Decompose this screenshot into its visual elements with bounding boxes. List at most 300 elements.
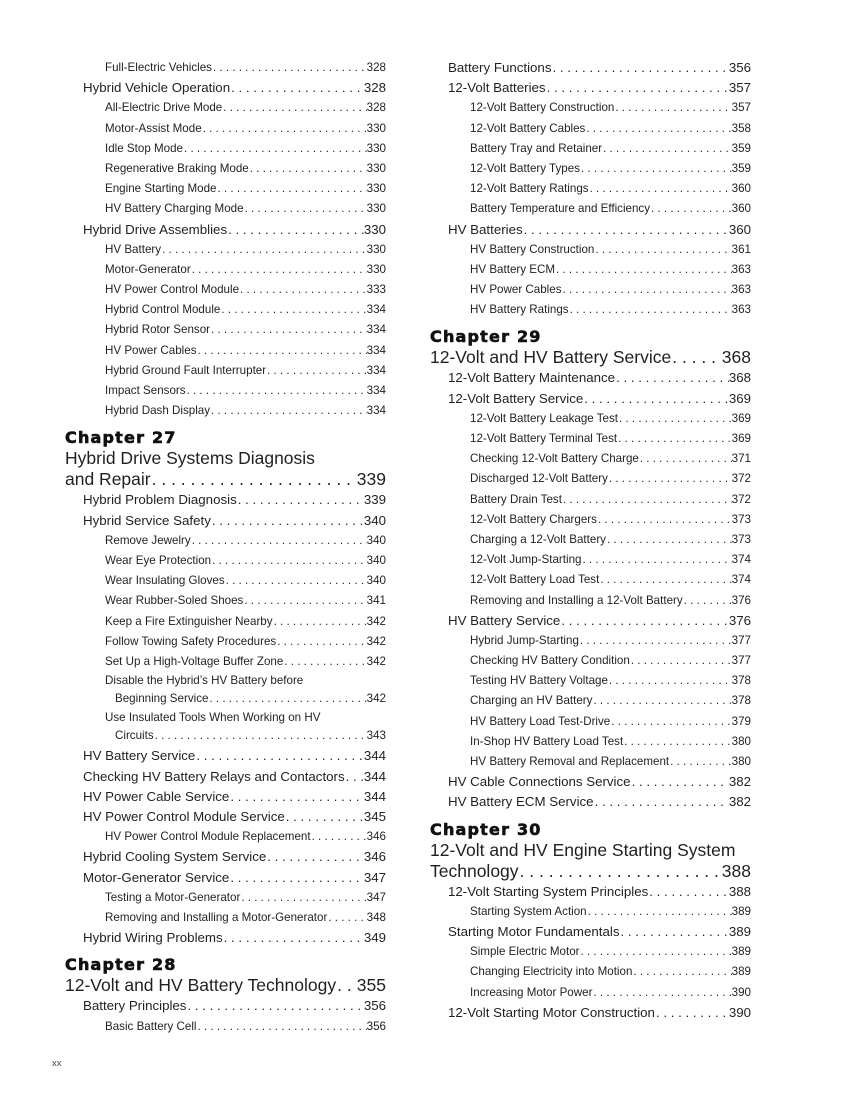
dot-leader bbox=[240, 888, 366, 908]
entry-title: 12-Volt Battery Terminal Test bbox=[470, 432, 618, 445]
entry-page: 342 bbox=[366, 614, 386, 628]
dot-leader bbox=[249, 159, 367, 179]
entry-title: HV Battery Construction bbox=[470, 242, 595, 256]
entry-page: 330 bbox=[366, 182, 386, 196]
toc-subsection-entry[interactable] bbox=[65, 199, 386, 219]
entry-title: HV Battery Ratings bbox=[470, 303, 569, 317]
entry-page: 330 bbox=[366, 121, 386, 135]
dot-leader bbox=[594, 240, 731, 260]
toc-subsection-entry[interactable] bbox=[430, 429, 751, 449]
chapter-title-line[interactable]: Hybrid Drive Systems Diagnosis bbox=[65, 448, 315, 469]
toc-subsection-entry[interactable] bbox=[65, 401, 386, 421]
entry-title: All-Electric Drive Mode bbox=[105, 101, 223, 115]
dot-leader bbox=[230, 78, 364, 98]
dot-leader bbox=[606, 530, 732, 550]
dot-leader bbox=[669, 752, 732, 772]
entry-title: Increasing Motor Power bbox=[470, 985, 593, 999]
toc-section-entry[interactable] bbox=[430, 882, 751, 902]
toc-subsection-entry[interactable] bbox=[430, 651, 751, 671]
entry-page: 368 bbox=[728, 370, 751, 386]
dot-leader bbox=[608, 671, 732, 691]
toc-section-entry[interactable] bbox=[65, 78, 386, 98]
toc-section-entry[interactable] bbox=[430, 389, 751, 409]
dot-leader bbox=[266, 847, 364, 867]
entry-page: 330 bbox=[363, 221, 386, 237]
dot-leader bbox=[630, 651, 732, 671]
toc-subsection-entry[interactable] bbox=[430, 179, 751, 199]
entry-page: 356 bbox=[366, 1019, 386, 1033]
entry-title: HV Batteries bbox=[448, 221, 523, 237]
dot-leader bbox=[569, 300, 732, 320]
entry-title: Hybrid Rotor Sensor bbox=[105, 323, 211, 337]
entry-title: 12-Volt Battery Types bbox=[470, 161, 580, 175]
dot-leader bbox=[583, 389, 729, 409]
page-number: xx bbox=[52, 1058, 62, 1069]
toc-right-column bbox=[430, 58, 751, 1023]
entry-page: 346 bbox=[366, 830, 386, 844]
entry-page: 361 bbox=[731, 242, 751, 256]
toc-subsection-entry[interactable] bbox=[430, 260, 751, 280]
dot-leader bbox=[336, 975, 357, 996]
dot-leader bbox=[599, 570, 731, 590]
dot-leader bbox=[208, 689, 366, 709]
toc-section-entry[interactable] bbox=[430, 220, 751, 240]
entry-title: Hybrid Problem Diagnosis bbox=[83, 492, 237, 508]
entry-page: 390 bbox=[731, 985, 751, 999]
toc-subsection-entry[interactable] bbox=[65, 381, 386, 401]
toc-section-entry[interactable] bbox=[65, 220, 386, 240]
entry-title: 12-Volt Battery Leakage Test bbox=[470, 411, 619, 425]
toc-subsection-entry[interactable] bbox=[430, 631, 751, 651]
toc-subsection-entry[interactable] bbox=[65, 159, 386, 179]
toc-subsection-entry[interactable] bbox=[430, 300, 751, 320]
toc-section-entry[interactable] bbox=[65, 928, 386, 948]
entry-title: Impact Sensors bbox=[105, 384, 186, 397]
dot-leader bbox=[154, 726, 367, 746]
toc-section-entry[interactable] bbox=[430, 78, 751, 98]
dot-leader bbox=[197, 341, 367, 361]
entry-page: 330 bbox=[366, 161, 386, 175]
chapter-title-row[interactable] bbox=[65, 469, 386, 490]
entry-title: HV Battery bbox=[105, 242, 162, 256]
toc-subsection-entry[interactable] bbox=[65, 139, 386, 159]
entry-page: 334 bbox=[366, 404, 386, 418]
toc-subsection-entry[interactable] bbox=[430, 449, 751, 469]
entry-page: 334 bbox=[366, 323, 386, 337]
dot-leader bbox=[519, 861, 722, 882]
dot-leader bbox=[618, 409, 732, 429]
toc-section-entry[interactable] bbox=[430, 792, 751, 812]
toc-subsection-entry[interactable] bbox=[430, 942, 751, 962]
toc-subsection-entry[interactable] bbox=[430, 570, 751, 590]
entry-page: 334 bbox=[366, 363, 386, 377]
dot-leader bbox=[283, 652, 366, 672]
entry-page: 380 bbox=[731, 734, 751, 748]
dot-leader bbox=[650, 199, 732, 219]
dot-leader bbox=[327, 908, 366, 928]
entry-title: HV Battery Service bbox=[83, 748, 196, 764]
dot-leader bbox=[186, 381, 367, 401]
dot-leader bbox=[639, 449, 732, 469]
dot-leader bbox=[579, 631, 732, 651]
entry-title: Wear Rubber-Soled Shoes bbox=[105, 594, 244, 608]
entry-page: 376 bbox=[731, 593, 751, 607]
entry-title: 12-Volt Battery Cables bbox=[470, 121, 586, 135]
toc-subsection-entry[interactable] bbox=[65, 320, 386, 340]
toc-subsection-entry[interactable] bbox=[65, 551, 386, 571]
dot-leader bbox=[237, 490, 364, 510]
toc-subsection-entry[interactable] bbox=[65, 888, 386, 908]
dot-leader bbox=[223, 928, 364, 948]
entry-page: 346 bbox=[363, 849, 386, 865]
dot-leader bbox=[551, 58, 728, 78]
toc-subsection-entry[interactable] bbox=[65, 1017, 386, 1037]
toc-subsection-entry[interactable] bbox=[430, 550, 751, 570]
chapter-title-row[interactable] bbox=[65, 975, 386, 996]
entry-page: 363 bbox=[731, 303, 751, 317]
entry-page: 339 bbox=[356, 469, 386, 490]
dot-leader bbox=[210, 320, 367, 340]
toc-subsection-entry[interactable] bbox=[65, 726, 386, 746]
entry-title: HV Battery Load Test-Drive bbox=[470, 714, 611, 728]
toc-section-entry[interactable] bbox=[65, 996, 386, 1016]
toc-entry-first-line[interactable]: Disable the Hybrid’s HV Battery before bbox=[105, 674, 304, 688]
entry-page: 330 bbox=[366, 141, 386, 155]
toc-subsection-entry[interactable] bbox=[430, 159, 751, 179]
toc-section-entry[interactable] bbox=[65, 511, 386, 531]
toc-section-entry[interactable] bbox=[65, 847, 386, 867]
toc-subsection-entry[interactable] bbox=[430, 691, 751, 711]
entry-title: 12-Volt Battery Ratings bbox=[470, 182, 589, 196]
dot-leader bbox=[229, 868, 363, 888]
entry-title: Hybrid Control Module bbox=[105, 303, 221, 317]
dot-leader bbox=[632, 962, 731, 982]
entry-title: HV Battery Removal and Replacement bbox=[470, 755, 670, 768]
entry-title: Checking HV Battery Relays and Contactors bbox=[83, 768, 345, 784]
toc-subsection-entry[interactable] bbox=[65, 179, 386, 199]
toc-subsection-entry[interactable] bbox=[65, 612, 386, 632]
entry-page: 372 bbox=[731, 492, 751, 506]
entry-title: Hybrid Jump-Starting bbox=[470, 633, 579, 647]
entry-title: Testing HV Battery Voltage bbox=[470, 674, 608, 688]
entry-page: 344 bbox=[363, 748, 386, 764]
entry-page: 341 bbox=[366, 594, 386, 608]
entry-title: Charging an HV Battery bbox=[470, 694, 593, 708]
entry-page: 378 bbox=[731, 694, 751, 708]
entry-page: 382 bbox=[728, 774, 751, 790]
entry-title: Battery Tray and Retainer bbox=[470, 141, 603, 155]
entry-page: 348 bbox=[366, 910, 386, 924]
entry-page: 340 bbox=[363, 512, 386, 528]
chapter-entry bbox=[430, 327, 751, 368]
entry-title: Engine Starting Mode bbox=[105, 182, 217, 196]
toc-subsection-entry[interactable] bbox=[430, 591, 751, 611]
toc-subsection-entry[interactable] bbox=[430, 469, 751, 489]
toc-subsection-entry[interactable] bbox=[65, 827, 386, 847]
entry-title: 12-Volt Starting System Principles bbox=[448, 883, 649, 899]
toc-subsection-entry[interactable] bbox=[65, 652, 386, 672]
dot-leader bbox=[191, 531, 367, 551]
entry-page: 382 bbox=[728, 794, 751, 810]
toc-section-entry[interactable] bbox=[65, 807, 386, 827]
entry-page: 371 bbox=[731, 452, 751, 466]
entry-title: 12-Volt and HV Battery Service bbox=[430, 347, 672, 368]
toc-subsection-entry[interactable] bbox=[65, 280, 386, 300]
entry-title: 12-Volt Battery Chargers bbox=[470, 512, 597, 526]
entry-page: 390 bbox=[728, 1004, 751, 1020]
toc-subsection-entry[interactable] bbox=[65, 689, 386, 709]
entry-page: 333 bbox=[366, 283, 386, 297]
entry-title: HV Cable Connections Service bbox=[448, 774, 631, 790]
dot-leader bbox=[589, 179, 732, 199]
toc-subsection-entry[interactable] bbox=[430, 510, 751, 530]
entry-page: 369 bbox=[731, 432, 751, 445]
toc-section-entry[interactable] bbox=[65, 746, 386, 766]
toc-subsection-entry[interactable] bbox=[65, 908, 386, 928]
entry-page: 330 bbox=[366, 202, 386, 216]
entry-page: 340 bbox=[366, 574, 386, 588]
entry-page: 339 bbox=[363, 492, 386, 508]
entry-page: 334 bbox=[366, 343, 386, 357]
toc-subsection-entry[interactable] bbox=[65, 58, 386, 78]
entry-page: 363 bbox=[731, 262, 751, 276]
chapter-title-row[interactable] bbox=[430, 861, 751, 882]
toc-section-entry[interactable] bbox=[430, 1003, 751, 1023]
toc-subsection-entry[interactable] bbox=[430, 409, 751, 429]
dot-leader bbox=[648, 882, 729, 902]
toc-section-entry[interactable] bbox=[430, 368, 751, 388]
entry-page: 355 bbox=[356, 975, 386, 996]
entry-page: 369 bbox=[728, 390, 751, 406]
entry-page: 340 bbox=[366, 533, 386, 547]
entry-title: Motor-Generator Service bbox=[83, 869, 230, 885]
entry-title: Starting System Action bbox=[470, 904, 587, 918]
toc-subsection-entry[interactable] bbox=[65, 361, 386, 381]
toc-section-entry[interactable] bbox=[430, 611, 751, 631]
entry-title: Full-Electric Vehicles bbox=[105, 61, 212, 74]
entry-title: and Repair bbox=[65, 469, 151, 490]
entry-title: Idle Stop Mode bbox=[105, 141, 183, 155]
entry-title: Hybrid Vehicle Operation bbox=[83, 80, 231, 96]
entry-page: 347 bbox=[366, 890, 386, 904]
chapter-title-line[interactable]: 12-Volt and HV Engine Starting System bbox=[430, 839, 736, 860]
dot-leader bbox=[655, 1003, 729, 1023]
dot-leader bbox=[244, 199, 367, 219]
toc-subsection-entry[interactable] bbox=[65, 300, 386, 320]
entry-title: Wear Eye Protection bbox=[105, 553, 212, 567]
entry-page: 357 bbox=[728, 80, 751, 96]
entry-page: 374 bbox=[731, 553, 751, 567]
dot-leader bbox=[617, 429, 732, 449]
entry-title: HV Battery ECM bbox=[470, 262, 556, 276]
entry-title: HV Power Control Module bbox=[105, 283, 240, 297]
entry-page: 340 bbox=[366, 553, 386, 567]
toc-subsection-entry[interactable] bbox=[430, 530, 751, 550]
toc-subsection-entry[interactable] bbox=[65, 260, 386, 280]
entry-title: Checking HV Battery Condition bbox=[470, 654, 630, 668]
entry-title: 12-Volt Starting Motor Construction bbox=[448, 1004, 655, 1020]
entry-title: Changing Electricity into Motion bbox=[470, 965, 633, 979]
dot-leader bbox=[562, 280, 732, 300]
entry-page: 358 bbox=[731, 121, 751, 135]
chapter-title-row[interactable] bbox=[430, 347, 751, 368]
toc-section-entry[interactable] bbox=[430, 58, 751, 78]
dot-leader bbox=[212, 58, 367, 78]
entry-title: Hybrid Drive Assemblies bbox=[83, 221, 228, 237]
dot-leader bbox=[597, 510, 732, 530]
entry-page: 389 bbox=[731, 945, 751, 959]
toc-subsection-entry[interactable] bbox=[65, 240, 386, 260]
entry-page: 342 bbox=[366, 634, 386, 648]
entry-title: Hybrid Wiring Problems bbox=[83, 930, 223, 946]
dot-leader bbox=[555, 260, 732, 280]
dot-leader bbox=[225, 571, 367, 591]
dot-leader bbox=[243, 591, 366, 611]
toc-subsection-entry[interactable] bbox=[65, 531, 386, 551]
entry-page: 334 bbox=[366, 384, 386, 397]
dot-leader bbox=[195, 746, 363, 766]
entry-title: 12-Volt Battery Construction bbox=[470, 101, 615, 115]
entry-page: 349 bbox=[363, 930, 386, 946]
dot-leader bbox=[197, 1017, 367, 1037]
dot-leader bbox=[285, 807, 364, 827]
toc-subsection-entry[interactable] bbox=[65, 98, 386, 118]
toc-subsection-entry[interactable] bbox=[430, 240, 751, 260]
toc-subsection-entry[interactable] bbox=[430, 983, 751, 1003]
entry-page: 344 bbox=[363, 788, 386, 804]
entry-page: 380 bbox=[731, 755, 751, 768]
toc-subsection-entry[interactable] bbox=[430, 199, 751, 219]
entry-page: 343 bbox=[366, 729, 386, 743]
dot-leader bbox=[546, 78, 729, 98]
entry-title: Basic Battery Cell bbox=[105, 1019, 197, 1033]
toc-left-column bbox=[65, 58, 386, 1037]
toc-section-entry[interactable] bbox=[65, 868, 386, 888]
entry-title: Set Up a High-Voltage Buffer Zone bbox=[105, 654, 284, 668]
dot-leader bbox=[631, 772, 729, 792]
entry-page: 363 bbox=[731, 283, 751, 297]
entry-page: 347 bbox=[363, 869, 386, 885]
entry-title: Testing a Motor-Generator bbox=[105, 890, 241, 904]
entry-title: Discharged 12-Volt Battery bbox=[470, 472, 608, 486]
toc-subsection-entry[interactable] bbox=[430, 732, 751, 752]
chapter-label: Chapter 30 bbox=[430, 819, 542, 839]
entry-page: 330 bbox=[366, 262, 386, 276]
entry-title: HV Battery ECM Service bbox=[448, 794, 594, 810]
toc-subsection-entry[interactable] bbox=[430, 671, 751, 691]
entry-title: Hybrid Cooling System Service bbox=[83, 849, 267, 865]
toc-entry-first-line[interactable]: Use Insulated Tools When Working on HV bbox=[105, 711, 321, 725]
toc-subsection-entry[interactable] bbox=[430, 280, 751, 300]
toc-subsection-entry[interactable] bbox=[430, 490, 751, 510]
toc-subsection-entry[interactable] bbox=[430, 962, 751, 982]
dot-leader bbox=[614, 98, 731, 118]
dot-leader bbox=[239, 280, 367, 300]
toc-subsection-entry[interactable] bbox=[430, 752, 751, 772]
toc-section-entry[interactable] bbox=[430, 772, 751, 792]
toc-subsection-entry[interactable] bbox=[430, 712, 751, 732]
dot-leader bbox=[276, 632, 366, 652]
entry-page: 356 bbox=[728, 60, 751, 75]
dot-leader bbox=[610, 712, 731, 732]
entry-title: Battery Functions bbox=[448, 60, 552, 75]
toc-section-entry[interactable] bbox=[65, 490, 386, 510]
entry-title: Hybrid Dash Display bbox=[105, 404, 211, 418]
dot-leader bbox=[608, 469, 732, 489]
toc-subsection-entry[interactable] bbox=[430, 98, 751, 118]
entry-title: 12-Volt Jump-Starting bbox=[470, 553, 582, 567]
dot-leader bbox=[345, 767, 364, 787]
entry-page: 388 bbox=[721, 860, 751, 881]
entry-page: 373 bbox=[731, 512, 751, 526]
entry-title: HV Power Control Module Replacement bbox=[105, 830, 311, 844]
entry-page: 377 bbox=[731, 654, 751, 668]
entry-title: Circuits bbox=[115, 729, 154, 743]
toc-section-entry[interactable] bbox=[430, 922, 751, 942]
dot-leader bbox=[202, 119, 367, 139]
toc-subsection-entry[interactable] bbox=[65, 571, 386, 591]
entry-title: 12-Volt Battery Load Test bbox=[470, 573, 600, 587]
entry-title: Follow Towing Safety Procedures bbox=[105, 634, 277, 648]
entry-title: 12-Volt and HV Battery Technology bbox=[65, 975, 337, 996]
entry-page: 342 bbox=[366, 692, 386, 706]
entry-page: 360 bbox=[731, 182, 751, 196]
entry-page: 359 bbox=[731, 141, 751, 155]
entry-page: 377 bbox=[731, 633, 751, 647]
toc-subsection-entry[interactable] bbox=[65, 119, 386, 139]
entry-page: 344 bbox=[363, 768, 386, 784]
dot-leader bbox=[222, 98, 366, 118]
entry-page: 368 bbox=[721, 347, 751, 368]
entry-title: Technology bbox=[430, 860, 519, 881]
toc-subsection-entry[interactable] bbox=[430, 139, 751, 159]
toc-section-entry[interactable] bbox=[65, 787, 386, 807]
entry-page: 328 bbox=[366, 101, 386, 115]
dot-leader bbox=[602, 139, 732, 159]
dot-leader bbox=[594, 792, 729, 812]
entry-page: 342 bbox=[366, 654, 386, 668]
toc-subsection-entry[interactable] bbox=[65, 591, 386, 611]
dot-leader bbox=[211, 511, 364, 531]
chapter-label: Chapter 28 bbox=[65, 955, 177, 975]
toc-subsection-entry[interactable] bbox=[430, 119, 751, 139]
entry-title: Removing and Installing a 12-Volt Battery bbox=[470, 593, 683, 607]
dot-leader bbox=[229, 787, 363, 807]
dot-leader bbox=[227, 220, 364, 240]
dot-leader bbox=[266, 361, 367, 381]
dot-leader bbox=[580, 942, 732, 962]
dot-leader bbox=[191, 260, 367, 280]
chapter-entry bbox=[65, 428, 386, 490]
toc-subsection-entry[interactable] bbox=[65, 341, 386, 361]
toc-subsection-entry[interactable] bbox=[430, 902, 751, 922]
entry-title: HV Power Cables bbox=[105, 343, 197, 357]
entry-title: Wear Insulating Gloves bbox=[105, 574, 225, 588]
entry-title: Battery Drain Test bbox=[470, 492, 562, 506]
entry-title: 12-Volt Battery Maintenance bbox=[448, 370, 616, 386]
dot-leader bbox=[311, 827, 367, 847]
toc-section-entry[interactable] bbox=[65, 767, 386, 787]
entry-title: 12-Volt Batteries bbox=[448, 80, 546, 96]
entry-page: 389 bbox=[728, 923, 751, 939]
toc-subsection-entry[interactable] bbox=[65, 632, 386, 652]
dot-leader bbox=[560, 611, 728, 631]
entry-title: HV Power Cable Service bbox=[83, 788, 230, 804]
entry-page: 330 bbox=[366, 242, 386, 256]
entry-title: Regenerative Braking Mode bbox=[105, 161, 249, 175]
entry-title: Starting Motor Fundamentals bbox=[448, 923, 620, 939]
dot-leader bbox=[615, 368, 729, 388]
